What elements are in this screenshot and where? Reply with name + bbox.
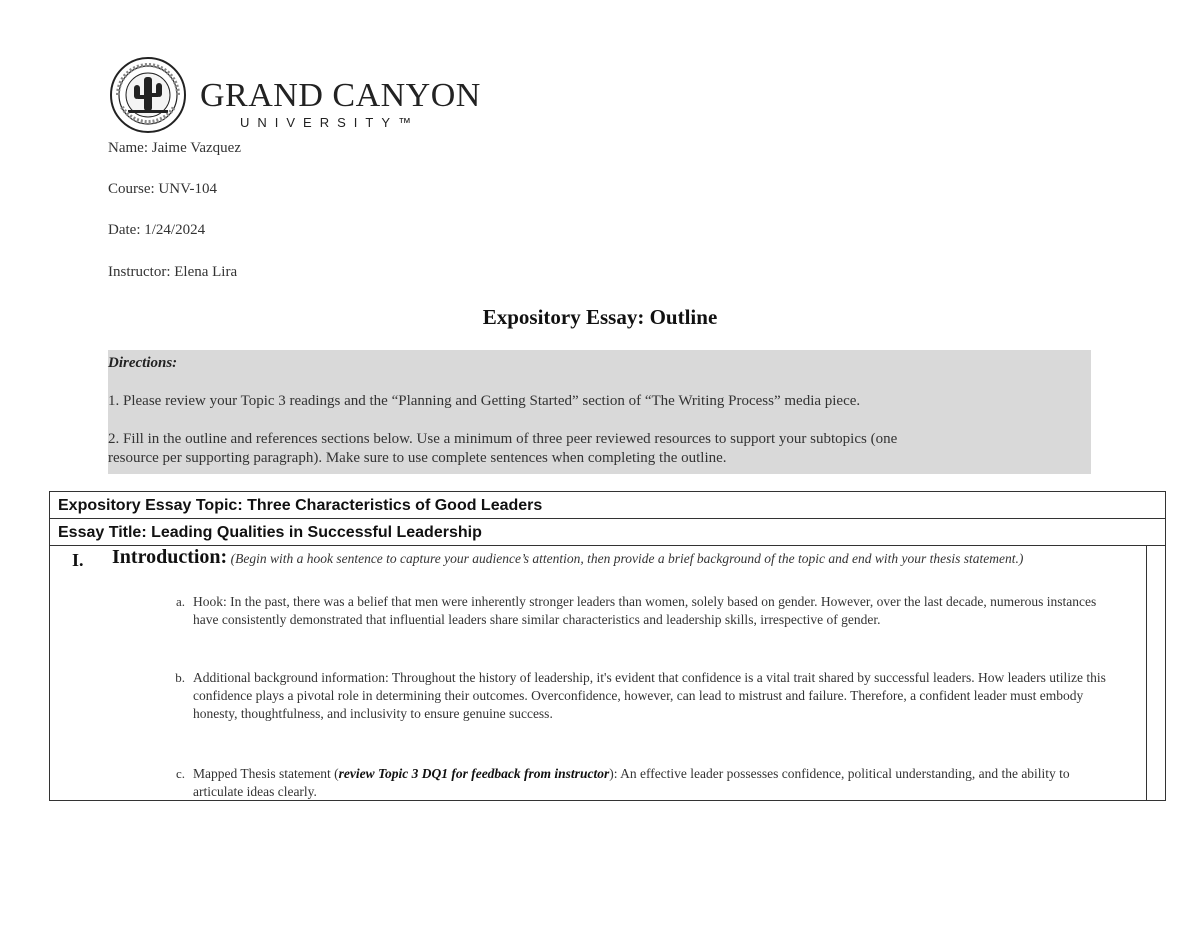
background-text: Additional background information: Throughout the history of leadership, it's evident that confidence is a vital trait shared by successful leaders. How leaders utilize this confidence plays a pivotal role in determining their outcomes. Overconfidence, however, can lead to mistrust and failure. Therefore, a confident leader must embody honesty, thoughtfulness, and inclusivity to ensure genuine success. [193, 670, 1106, 721]
introduction-instructions: (Begin with a hook sentence to capture your audience’s attention, then provide a brief background of the topic and end with your thesis statement.) [230, 551, 1024, 566]
logo-wordmark: GRAND CANYON [200, 77, 481, 114]
hook-text: Hook: In the past, there was a belief that men were inherently stronger leaders than women, solely based on gender. However, over the last decade, numerous instances have consistently demonstrated that influential leaders share similar characteristics and leadership skills, irrespective of gender. [193, 594, 1097, 627]
instructor: Instructor: Elena Lira [108, 264, 238, 280]
date: Date: 1/24/2024 [108, 222, 206, 238]
table-right-column [1146, 546, 1147, 800]
thesis-suffix: ): An effective leader possesses confidence, political understanding, and the ability to articulate ideas clearly. [193, 766, 1070, 799]
essay-title-row: Essay Title: Leading Qualities in Successful Leadership [50, 519, 1165, 546]
introduction-header [112, 548, 1132, 568]
outline-item-background [175, 669, 1123, 723]
outline-table [49, 491, 1166, 801]
directions-box [108, 350, 1091, 474]
directions-step-1: 1. Please review your Topic 3 readings and the “Planning and Getting Started” section of “The Writing Process” media piece. [108, 393, 861, 409]
item-letter: c. [175, 766, 185, 781]
outline-item-thesis [175, 765, 1123, 801]
university-logo [108, 55, 488, 137]
course: Course: UNV-104 [108, 181, 218, 197]
item-letter: a. [175, 594, 185, 609]
thesis-emphasis: review Topic 3 DQ1 for feedback from instructor [338, 766, 610, 781]
thesis-prefix: Mapped Thesis statement ( [193, 766, 339, 781]
essay-topic-row: Expository Essay Topic: Three Characteristics of Good Leaders [50, 492, 1165, 519]
section-numeral: I. [72, 550, 84, 570]
student-name: Name: Jaime Vazquez [108, 140, 242, 156]
directions-step-2-line-1: 2. Fill in the outline and references sections below. Use a minimum of three peer reviewed resources to support your subtopics (one [108, 431, 898, 447]
directions-heading: Directions: [108, 355, 178, 371]
outline-item-hook [175, 593, 1123, 629]
university-seal-icon [108, 55, 188, 135]
logo-subtitle: UNIVERSITY™ [240, 115, 420, 130]
directions-step-2-line-2: resource per supporting paragraph). Make sure to use complete sentences when completing the outline. [108, 450, 727, 466]
document-title: Expository Essay: Outline [482, 305, 718, 329]
item-letter: b. [175, 670, 185, 685]
introduction-heading: Introduction: [112, 546, 228, 568]
